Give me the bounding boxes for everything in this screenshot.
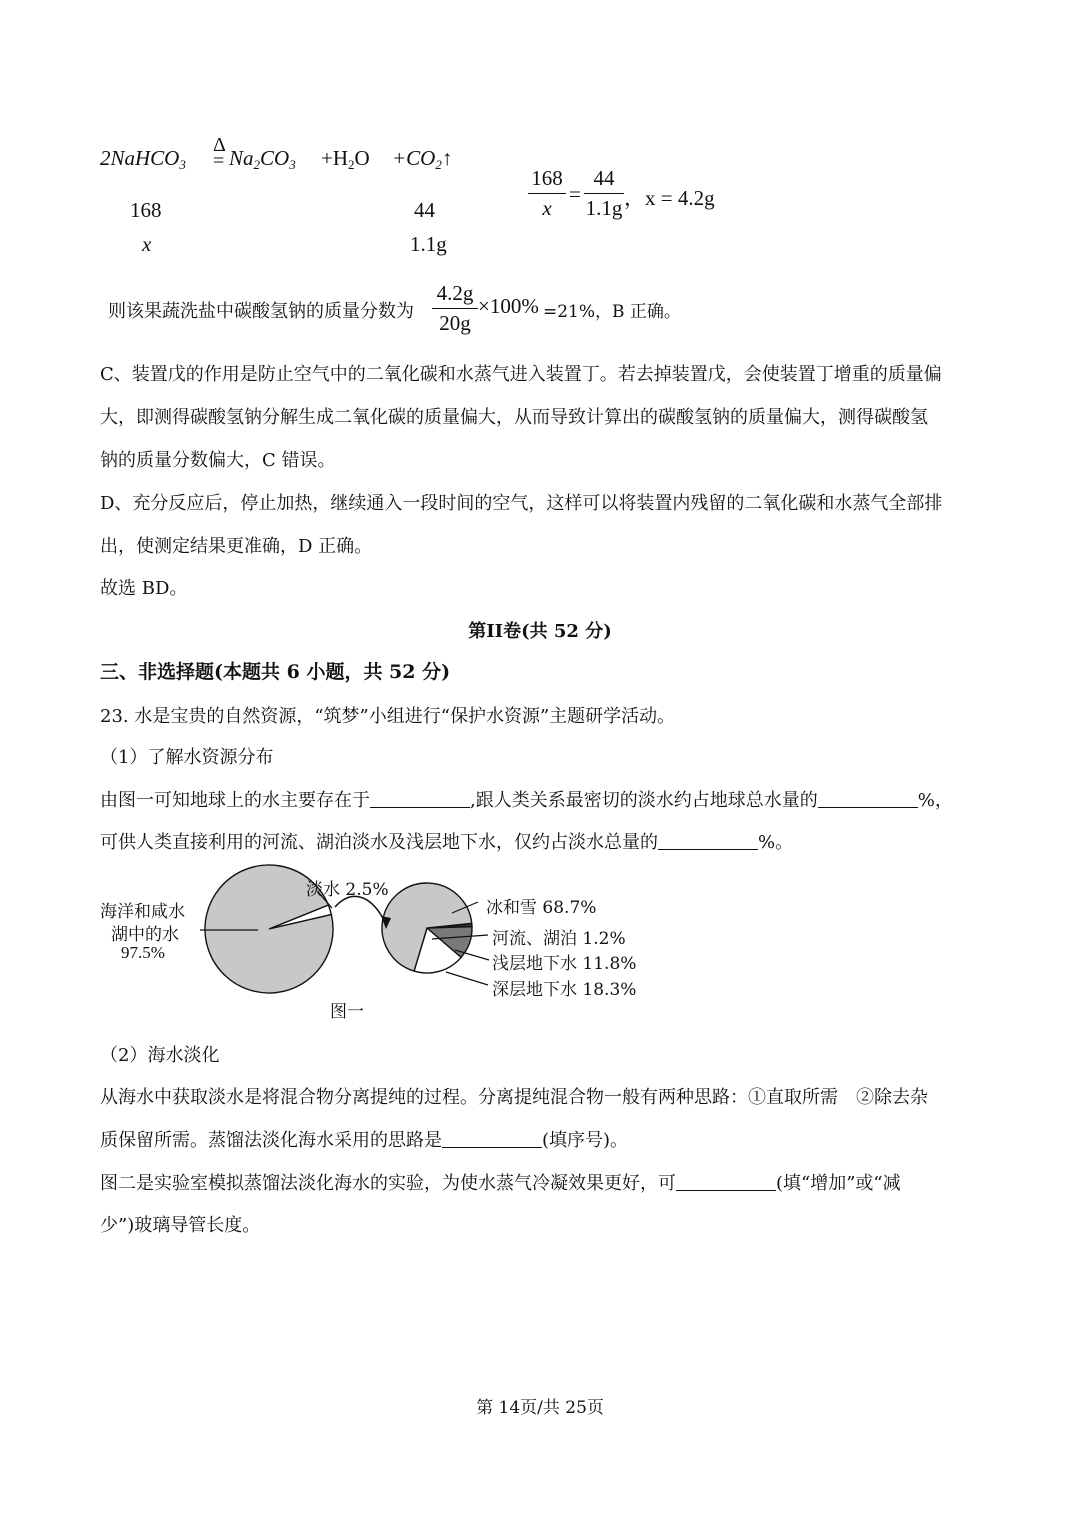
q23-line2: 可供人类直接利用的河流、湖泊淡水及浅层地下水，仅约占淡水总量的 %。 — [100, 832, 794, 853]
figure-caption: 图一 — [330, 1002, 364, 1022]
mass-fraction-prefix: 则该果蔬洗盐中碳酸氢钠的质量分数为 — [108, 301, 414, 322]
ratio-left-den: x — [542, 196, 552, 220]
q23-line4: 质保留所需。蒸馏法淡化海水采用的思路是 (填序号)。 — [100, 1130, 629, 1151]
q23-line1: 由图一可知地球上的水主要存在于 ,跟人类关系最密切的淡水约占地球总水量的 %， — [100, 790, 953, 811]
reaction-arrow: = — [213, 150, 225, 172]
var-reactant: x — [142, 232, 152, 256]
blank-approach[interactable] — [442, 1129, 542, 1148]
product-h2o: $+H_2O$ — [321, 146, 370, 172]
curved-arrow — [335, 896, 386, 924]
option-c-line2: 大，即测得碳酸氢钠分解生成二氧化碳的质量偏大，从而导致计算出的碳酸氢钠的质量偏大，测得碳酸氢 — [100, 407, 928, 428]
mass-co2: 44 — [414, 198, 435, 222]
page-footer: 第 14页/共 25页 — [476, 1398, 604, 1418]
option-d-line1: D、充分反应后，停止加热，继续通入一段时间的空气，这样可以将装置内残留的二氧化碳和水蒸气全部排 — [100, 493, 943, 514]
ratio-right-num: 44 — [593, 166, 615, 190]
label-deep: 深层地下水 18.3% — [492, 980, 637, 1000]
mass-reactant: 168 — [130, 198, 162, 222]
product-na2co3: $Na_2CO_3$ — [229, 146, 296, 172]
mass-fraction-suffix: =21%，B 正确。 — [543, 302, 681, 322]
option-c-line1: C、装置戊的作用是防止空气中的二氧化碳和水蒸气进入装置丁。若去掉装置戊，会使装置丁增重的质量偏 — [100, 364, 942, 385]
ratio-right-den: 1.1g — [585, 196, 623, 220]
label-ice: 冰和雪 68.7% — [486, 898, 597, 918]
label-sea-1: 海洋和咸水 — [100, 902, 185, 922]
heat-symbol: Δ — [213, 134, 226, 156]
right-pie — [382, 883, 472, 973]
volume-title: 第II卷(共 52 分) — [468, 621, 612, 642]
option-c-line3: 钠的质量分数偏大，C 错误。 — [100, 450, 336, 471]
label-fresh: 淡水 2.5% — [306, 880, 389, 900]
times-100: ×100% — [478, 294, 539, 318]
mass-fraction-den: 20g — [439, 311, 471, 335]
product-co2: $+CO_2↑$ — [392, 146, 453, 172]
answer-choice: 故选 BD。 — [100, 578, 188, 599]
option-d-line2: 出，使测定结果更准确，D 正确。 — [100, 536, 373, 557]
part-title: 三、非选择题(本题共 6 小题，共 52 分) — [100, 661, 451, 683]
chemical-equation: 2NaHCO$_3$ — [100, 146, 186, 172]
label-shallow: 浅层地下水 11.8% — [492, 954, 637, 974]
mass-fraction-num: 4.2g — [436, 281, 474, 305]
q23-line3: 从海水中获取淡水是将混合物分离提纯的过程。分离提纯混合物一般有两种思路：①直取所需 ②除去杂 — [100, 1087, 928, 1108]
q23-line6: 少”)玻璃导管长度。 — [100, 1215, 261, 1236]
label-sea-3: 97.5% — [121, 943, 165, 962]
q23-sub2-title: （2）海水淡化 — [100, 1045, 220, 1066]
blank-tube-length[interactable] — [676, 1172, 776, 1191]
label-river: 河流、湖泊 1.2% — [492, 929, 626, 949]
ratio-result: ，x = 4.2g — [624, 186, 715, 210]
ratio-left-num: 168 — [531, 166, 563, 190]
ratio-equals: = — [569, 182, 581, 206]
q23-sub1-title: （1）了解水资源分布 — [100, 747, 274, 768]
value-co2: 1.1g — [410, 232, 447, 256]
deep-leader — [446, 972, 488, 985]
q23-stem: 23. 水是宝贵的自然资源，“筑梦”小组进行“保护水资源”主题研学活动。 — [100, 706, 676, 727]
label-sea-2: 湖中的水 — [111, 925, 179, 945]
q23-line5: 图二是实验室模拟蒸馏法淡化海水的实验，为使水蒸气冷凝效果更好，可 (填“增加”或“减 — [100, 1173, 901, 1194]
